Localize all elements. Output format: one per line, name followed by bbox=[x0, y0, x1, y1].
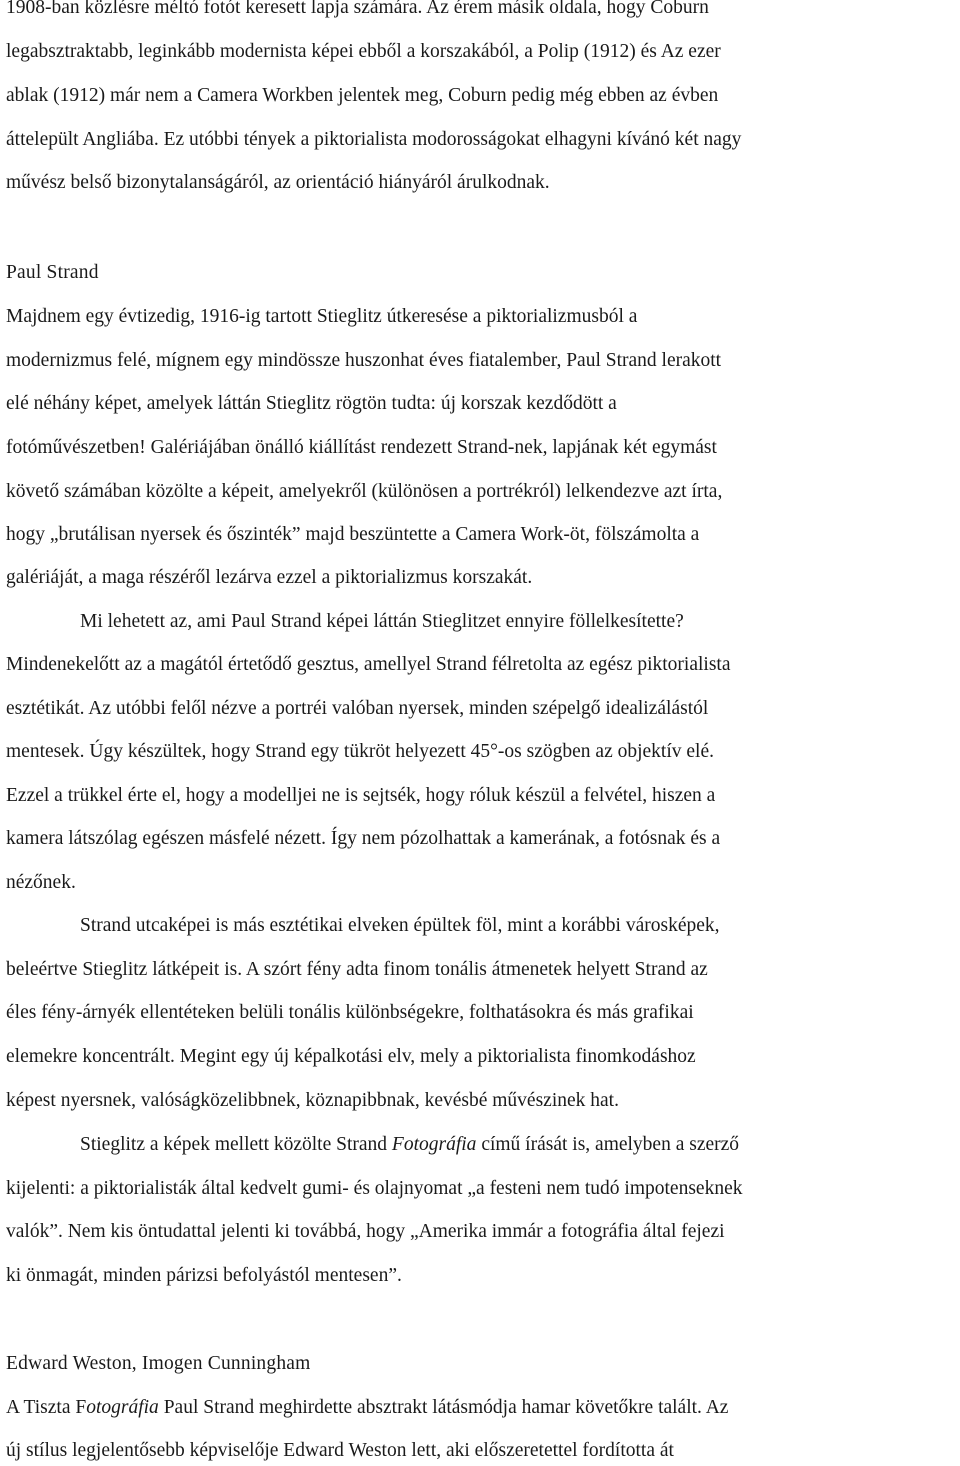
text-line: beleértve Stieglitz látképeit is. A szórt fény adta finom tonális átmenetek helyett Strand az bbox=[6, 959, 708, 980]
text-line bbox=[80, 1133, 739, 1157]
text-line: 1908-ban közlésre méltó fotót keresett lapja számára. Az érem másik oldala, hogy Coburn bbox=[6, 0, 709, 18]
text-line: Mi lehetett az, ami Paul Strand képei láttán Stieglitzet ennyire föllelkesítette? bbox=[80, 611, 684, 632]
text-line: Majdnem egy évtizedig, 1916-ig tartott Stieglitz útkeresése a piktorializmusból a bbox=[6, 306, 638, 327]
text-line: új stílus legjelentősebb képviselője Edward Weston lett, aki előszeretettel fordította át bbox=[6, 1440, 674, 1461]
text-line: kamera látszólag egészen másfelé nézett. Így nem pózolhattak a kamerának, a fotósnak és a bbox=[6, 828, 721, 849]
text-line: modernizmus felé, mígnem egy mindössze huszonhat éves fiatalember, Paul Strand lerakott bbox=[6, 350, 722, 371]
text-line: Strand utcaképei is más esztétikai elveken épültek föl, mint a korábbi városképek, bbox=[80, 915, 720, 936]
text-line: nézőnek. bbox=[6, 872, 76, 893]
text-line: képest nyersnek, valóságközelibbnek, köznapibbnak, kevésbé művészinek hat. bbox=[6, 1090, 619, 1111]
text-line: áttelepült Angliába. Ez utóbbi tények a piktorialista modorosságokat elhagyni kívánó két nagy bbox=[6, 129, 742, 150]
text-span: A Tiszta F bbox=[6, 1397, 87, 1418]
text-line: elemekre koncentrált. Megint egy új képalkotási elv, mely a piktorialista finomkodáshoz bbox=[6, 1046, 696, 1067]
italic-title: otográfia bbox=[86, 1397, 159, 1418]
text-line: hogy „brutálisan nyersek és őszinték” majd beszüntette a Camera Work-öt, fölszámolta a bbox=[6, 524, 700, 545]
text-line: Mindenekelőtt az a magától értetődő gesztus, amellyel Strand félretolta az egész piktorialista bbox=[6, 654, 731, 675]
text-line: galériáját, a maga részéről lezárva ezzel a piktorializmus korszakát. bbox=[6, 567, 533, 588]
text-line: éles fény-árnyék ellentéteken belüli tonális különbségekre, folthatásokra és más grafikai bbox=[6, 1002, 694, 1023]
text-line: mentesek. Úgy készültek, hogy Strand egy tükröt helyezett 45°-os szögben az objektív elé. bbox=[6, 741, 714, 762]
section-heading: Paul Strand bbox=[6, 262, 99, 283]
text-line: legabsztraktabb, leginkább modernista képei ebből a korszakából, a Polip (1912) és Az ezer bbox=[6, 41, 721, 62]
text-line: valók”. Nem kis öntudattal jelenti ki továbbá, hogy „Amerika immár a fotográfia által fejezi bbox=[6, 1221, 725, 1242]
text-span: Stieglitz a képek mellett közölte Strand bbox=[80, 1134, 392, 1155]
text-line: művész belső bizonytalanságáról, az orientáció hiányáról árulkodnak. bbox=[6, 172, 550, 193]
text-line: Ezzel a trükkel érte el, hogy a modelljei ne is sejtsék, hogy róluk készül a felvétel, hiszen a bbox=[6, 785, 716, 806]
text-line: esztétikát. Az utóbbi felől nézve a portréi valóban nyersek, minden szépelgő idealizálástól bbox=[6, 698, 709, 719]
section-heading: Edward Weston, Imogen Cunningham bbox=[6, 1353, 311, 1374]
text-line: ablak (1912) már nem a Camera Workben jelentek meg, Coburn pedig még ebben az évben bbox=[6, 85, 719, 106]
text-span: című írását is, amelyben a szerző bbox=[476, 1134, 740, 1155]
text-line: fotóművészetben! Galériájában önálló kiállítást rendezett Strand-nek, lapjának két egymást bbox=[6, 437, 717, 458]
italic-title: Fotográfia bbox=[391, 1134, 477, 1155]
text-span: Paul Strand meghirdette absztrakt látásmódja hamar követőkre talált. Az bbox=[158, 1397, 729, 1418]
text-line: ki önmagát, minden párizsi befolyástól mentesen”. bbox=[6, 1265, 402, 1286]
text-line: elé néhány képet, amelyek láttán Stieglitz rögtön tudta: új korszak kezdődött a bbox=[6, 393, 617, 414]
text-line: kijelenti: a piktorialisták által kedvelt gumi- és olajnyomat „a festeni nem tudó impotenseknek bbox=[6, 1178, 743, 1199]
text-line: követő számában közölte a képeit, amelyekről (különösen a portrékról) lelkendezve azt írta, bbox=[6, 481, 723, 502]
text-line bbox=[6, 1396, 728, 1420]
